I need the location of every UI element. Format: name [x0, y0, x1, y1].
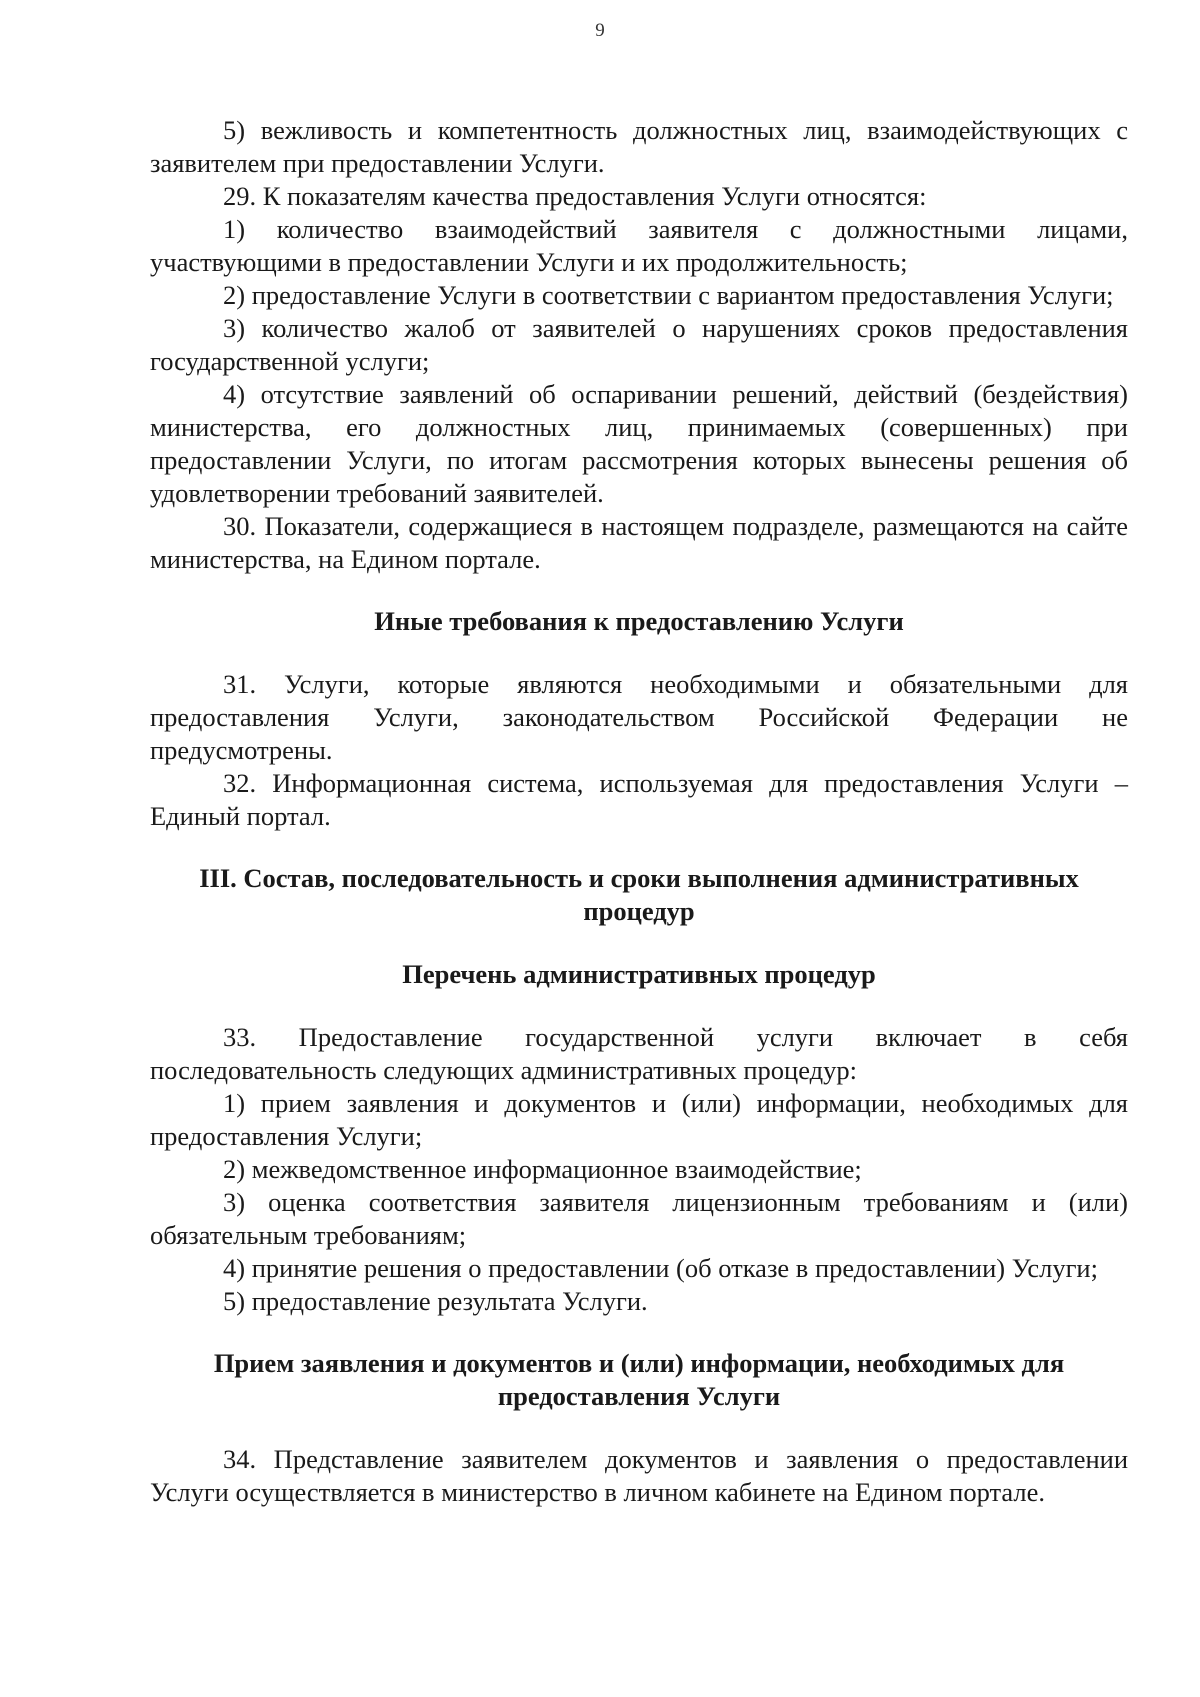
paragraph: 29. К показателям качества предоставления Услуги относятся:	[223, 181, 927, 211]
paragraph: 4) принятие решения о предоставлении (об отказе в предоставлении) Услуги;	[223, 1253, 1098, 1283]
page-number: 9	[595, 20, 605, 41]
paragraph: 33. Предоставление государственной услуги включает в себя последовательность следующих административных процедур:	[150, 1022, 1128, 1085]
section-heading: Иные требования к предоставлению Услуги	[374, 606, 904, 636]
chapter-heading: III. Состав, последовательность и сроки выполнения административных процедур	[199, 863, 1079, 926]
paragraph: 3) количество жалоб от заявителей о нарушениях сроков предоставления государственной услуги;	[150, 313, 1128, 376]
paragraph: 5) предоставление результата Услуги.	[223, 1286, 648, 1316]
paragraph: 4) отсутствие заявлений об оспаривании решений, действий (бездействия) министерства, его должностных лиц, принимаемых (совершенных) при предоставлении Услуги, по итогам рассмотрения которых вынесены решения об удовлетворении требований заявителей.	[150, 379, 1128, 508]
paragraph: 3) оценка соответствия заявителя лицензионным требованиям и (или) обязательным требованиям;	[150, 1187, 1128, 1250]
section-heading: Перечень административных процедур	[402, 959, 876, 989]
document-body	[150, 114, 1128, 1509]
section-heading: Прием заявления и документов и (или) информации, необходимых для предоставления Услуги	[213, 1348, 1065, 1411]
paragraph: 2) межведомственное информационное взаимодействие;	[223, 1154, 862, 1184]
paragraph: 34. Представление заявителем документов и заявления о предоставлении Услуги осуществляется в министерство в личном кабинете на Едином портале.	[150, 1444, 1128, 1507]
paragraph: 31. Услуги, которые являются необходимыми и обязательными для предоставления Услуги, законодательством Российской Федерации не предусмотрены.	[150, 669, 1128, 765]
paragraph: 1) прием заявления и документов и (или) информации, необходимых для предоставления Услуги;	[150, 1088, 1128, 1151]
paragraph: 32. Информационная система, используемая для предоставления Услуги – Единый портал.	[150, 768, 1128, 831]
paragraph: 5) вежливость и компетентность должностных лиц, взаимодействующих с заявителем при предоставлении Услуги.	[150, 115, 1128, 178]
paragraph: 30. Показатели, содержащиеся в настоящем подразделе, размещаются на сайте министерства, на Едином портале.	[150, 511, 1128, 574]
paragraph: 2) предоставление Услуги в соответствии с вариантом предоставления Услуги;	[223, 280, 1114, 310]
paragraph: 1) количество взаимодействий заявителя с должностными лицами, участвующими в предоставлении Услуги и их продолжительность;	[150, 214, 1128, 277]
